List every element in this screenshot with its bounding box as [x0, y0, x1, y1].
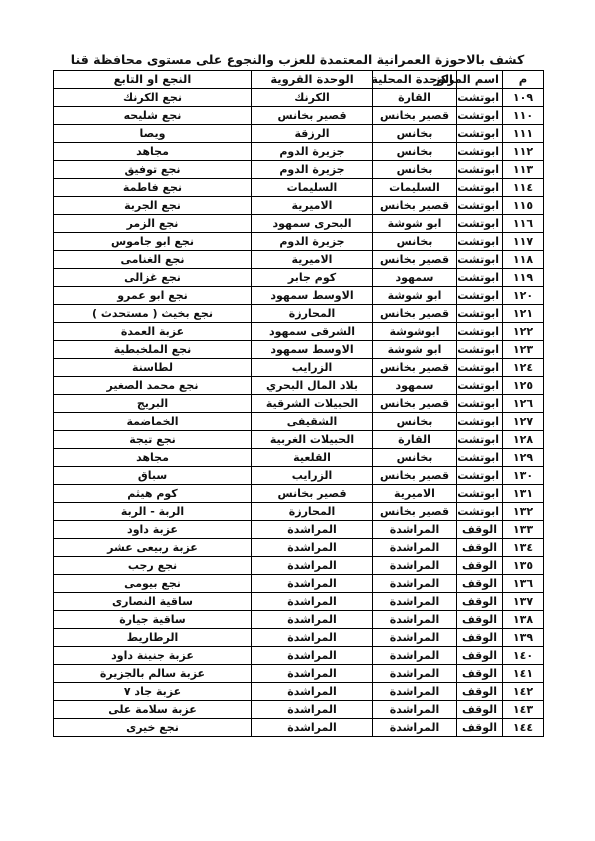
cell-local-unit: السليمات [373, 179, 457, 197]
cell-center: الوقف [457, 701, 503, 719]
table-row [54, 323, 544, 341]
cell-center: الوقف [457, 719, 503, 737]
table-row [54, 251, 544, 269]
cell-hamlet: نجع ابو جاموس [54, 233, 252, 251]
hamlets-table [53, 70, 544, 737]
table-row [54, 431, 544, 449]
cell-village-unit: المراشدة [252, 719, 373, 737]
cell-hamlet: عزبة داود [54, 521, 252, 539]
cell-center: ابوتشت [457, 503, 503, 521]
cell-number: ١٢٤ [503, 359, 544, 377]
cell-local-unit: المراشدة [373, 683, 457, 701]
cell-number: ١٢٥ [503, 377, 544, 395]
cell-village-unit: المراشدة [252, 647, 373, 665]
cell-hamlet: نجع محمد الصغير [54, 377, 252, 395]
cell-hamlet: ويصا [54, 125, 252, 143]
cell-number: ١٢٨ [503, 431, 544, 449]
table-row [54, 665, 544, 683]
cell-number: ١٠٩ [503, 89, 544, 107]
cell-number: ١١٨ [503, 251, 544, 269]
cell-village-unit: جزيرة الدوم [252, 161, 373, 179]
cell-village-unit: الاميرية [252, 251, 373, 269]
cell-local-unit: بخانس [373, 125, 457, 143]
table-row [54, 269, 544, 287]
cell-village-unit: المراشدة [252, 539, 373, 557]
cell-local-unit: المراشدة [373, 611, 457, 629]
cell-hamlet: نجع تيجة [54, 431, 252, 449]
cell-hamlet: نجع الزمر [54, 215, 252, 233]
cell-local-unit: المراشدة [373, 647, 457, 665]
cell-center: ابوتشت [457, 341, 503, 359]
cell-village-unit: بلاد المال البحري [252, 377, 373, 395]
document-title: كشف بالاحوزة العمرانية المعتمدة للعزب والنجوع على مستوى محافظة قنا [70, 52, 525, 67]
cell-village-unit: المراشدة [252, 557, 373, 575]
cell-number: ١٤٠ [503, 647, 544, 665]
cell-local-unit: الاميرية [373, 485, 457, 503]
table-row [54, 197, 544, 215]
cell-local-unit: المراشدة [373, 665, 457, 683]
header-local-unit: الوحدة المحلية [373, 71, 457, 89]
cell-center: ابوتشت [457, 431, 503, 449]
cell-village-unit: المراشدة [252, 629, 373, 647]
cell-number: ١٢٠ [503, 287, 544, 305]
table-row [54, 125, 544, 143]
table-row [54, 611, 544, 629]
cell-number: ١٤١ [503, 665, 544, 683]
cell-center: الوقف [457, 665, 503, 683]
cell-local-unit: قصير بخانس [373, 467, 457, 485]
cell-center: ابوتشت [457, 287, 503, 305]
cell-village-unit: الزرايب [252, 467, 373, 485]
cell-hamlet: لطاسنة [54, 359, 252, 377]
cell-local-unit: قصير بخانس [373, 305, 457, 323]
table-row [54, 341, 544, 359]
cell-number: ١٤٢ [503, 683, 544, 701]
table-row [54, 179, 544, 197]
cell-number: ١١٩ [503, 269, 544, 287]
cell-number: ١١٠ [503, 107, 544, 125]
cell-local-unit: ابو شوشة [373, 215, 457, 233]
cell-hamlet: نجع الكرنك [54, 89, 252, 107]
cell-hamlet: عزبة ربيعى عشر [54, 539, 252, 557]
cell-local-unit: المراشدة [373, 719, 457, 737]
cell-village-unit: جزيرة الدوم [252, 143, 373, 161]
table-row [54, 467, 544, 485]
cell-village-unit: الحبيلات الشرقية [252, 395, 373, 413]
table-row [54, 89, 544, 107]
cell-local-unit: قصير بخانس [373, 251, 457, 269]
cell-hamlet: سباق [54, 467, 252, 485]
cell-center: ابوتشت [457, 395, 503, 413]
cell-number: ١٢١ [503, 305, 544, 323]
cell-hamlet: نجع خيرى [54, 719, 252, 737]
cell-village-unit: كوم جابر [252, 269, 373, 287]
cell-village-unit: المراشدة [252, 593, 373, 611]
cell-number: ١٣٢ [503, 503, 544, 521]
table-row [54, 359, 544, 377]
cell-local-unit: قصير بخانس [373, 503, 457, 521]
cell-local-unit: بخانس [373, 449, 457, 467]
table-row [54, 647, 544, 665]
table-row [54, 719, 544, 737]
cell-village-unit: القلعية [252, 449, 373, 467]
cell-center: ابوتشت [457, 269, 503, 287]
cell-center: الوقف [457, 575, 503, 593]
cell-number: ١٤٤ [503, 719, 544, 737]
cell-center: ابوتشت [457, 377, 503, 395]
table-row [54, 161, 544, 179]
cell-center: الوقف [457, 521, 503, 539]
cell-number: ١٣٤ [503, 539, 544, 557]
cell-local-unit: المراشدة [373, 701, 457, 719]
table-row [54, 233, 544, 251]
cell-center: ابوتشت [457, 215, 503, 233]
table-row [54, 701, 544, 719]
cell-local-unit: قصير بخانس [373, 197, 457, 215]
cell-center: ابوتشت [457, 125, 503, 143]
cell-center: ابوتشت [457, 359, 503, 377]
cell-number: ١٣٣ [503, 521, 544, 539]
cell-hamlet: عزبة سلامة على [54, 701, 252, 719]
cell-center: ابوتشت [457, 197, 503, 215]
cell-center: ابوتشت [457, 323, 503, 341]
table-row [54, 557, 544, 575]
header-number: م [503, 71, 544, 89]
header-center: اسم المركز [457, 71, 503, 89]
cell-center: ابوتشت [457, 467, 503, 485]
cell-village-unit: المحارزة [252, 305, 373, 323]
cell-number: ١٣٧ [503, 593, 544, 611]
table-row [54, 305, 544, 323]
cell-hamlet: نجع بخيث ( مستحدث ) [54, 305, 252, 323]
cell-local-unit: المراشدة [373, 575, 457, 593]
cell-hamlet: عزبة العمدة [54, 323, 252, 341]
cell-hamlet: ساقية النصارى [54, 593, 252, 611]
cell-number: ١٢٢ [503, 323, 544, 341]
cell-village-unit: المراشدة [252, 665, 373, 683]
cell-village-unit: الحبيلات الغربية [252, 431, 373, 449]
cell-hamlet: نجع شليحه [54, 107, 252, 125]
cell-local-unit: ابو شوشة [373, 287, 457, 305]
cell-village-unit: المراشدة [252, 701, 373, 719]
cell-village-unit: المراشدة [252, 611, 373, 629]
table-row [54, 377, 544, 395]
cell-number: ١٣٨ [503, 611, 544, 629]
cell-center: الوقف [457, 539, 503, 557]
cell-village-unit: السليمات [252, 179, 373, 197]
cell-village-unit: المراشدة [252, 575, 373, 593]
table-row [54, 629, 544, 647]
cell-hamlet: البريج [54, 395, 252, 413]
cell-hamlet: نجع رجب [54, 557, 252, 575]
cell-local-unit: المراشدة [373, 557, 457, 575]
cell-hamlet: كوم هيثم [54, 485, 252, 503]
table-row [54, 395, 544, 413]
cell-village-unit: المراشدة [252, 521, 373, 539]
cell-hamlet: نجع الملخبطية [54, 341, 252, 359]
cell-center: الوقف [457, 593, 503, 611]
cell-number: ١٣٥ [503, 557, 544, 575]
table-row [54, 449, 544, 467]
cell-hamlet: عزبة سالم بالجزيرة [54, 665, 252, 683]
cell-village-unit: المراشدة [252, 683, 373, 701]
cell-village-unit: الاوسط سمهود [252, 287, 373, 305]
cell-center: ابوتشت [457, 485, 503, 503]
cell-hamlet: ساقية جيارة [54, 611, 252, 629]
cell-hamlet: نجع غزالى [54, 269, 252, 287]
table-header [54, 71, 544, 89]
table-row [54, 521, 544, 539]
header-village-unit: الوحدة القروية [252, 71, 373, 89]
cell-hamlet: نجع فاطمة [54, 179, 252, 197]
cell-village-unit: الاوسط سمهود [252, 341, 373, 359]
cell-village-unit: الشقيفى [252, 413, 373, 431]
cell-hamlet: نجع الغنامى [54, 251, 252, 269]
cell-center: الوقف [457, 611, 503, 629]
cell-local-unit: المراشدة [373, 539, 457, 557]
cell-number: ١٤٣ [503, 701, 544, 719]
cell-number: ١١٤ [503, 179, 544, 197]
table-row [54, 575, 544, 593]
cell-local-unit: بخانس [373, 413, 457, 431]
cell-number: ١٢٩ [503, 449, 544, 467]
cell-hamlet: مجاهد [54, 449, 252, 467]
cell-hamlet: الرطاريط [54, 629, 252, 647]
table-row [54, 143, 544, 161]
table-row [54, 503, 544, 521]
cell-local-unit: المراشدة [373, 521, 457, 539]
cell-hamlet: عزبة جنينة داود [54, 647, 252, 665]
cell-number: ١٣٠ [503, 467, 544, 485]
cell-local-unit: قصير بخانس [373, 395, 457, 413]
cell-center: ابوتشت [457, 305, 503, 323]
cell-local-unit: بخانس [373, 143, 457, 161]
cell-village-unit: الزرايب [252, 359, 373, 377]
table-body [54, 89, 544, 737]
cell-hamlet: الربة - الربة [54, 503, 252, 521]
cell-hamlet: نجع بيومى [54, 575, 252, 593]
cell-local-unit: سمهود [373, 269, 457, 287]
cell-number: ١١١ [503, 125, 544, 143]
table-row [54, 593, 544, 611]
table-row [54, 107, 544, 125]
table-row [54, 413, 544, 431]
table-row [54, 287, 544, 305]
cell-number: ١٣١ [503, 485, 544, 503]
cell-center: ابوتشت [457, 413, 503, 431]
cell-local-unit: بخانس [373, 233, 457, 251]
cell-village-unit: الرزقة [252, 125, 373, 143]
cell-village-unit: الاميرية [252, 197, 373, 215]
cell-hamlet: نجع الجربة [54, 197, 252, 215]
cell-number: ١١٧ [503, 233, 544, 251]
cell-center: الوقف [457, 683, 503, 701]
cell-hamlet: نجع توفيق [54, 161, 252, 179]
cell-center: الوقف [457, 557, 503, 575]
header-hamlet: النجع او التابع [54, 71, 252, 89]
cell-local-unit: قصير بخانس [373, 359, 457, 377]
cell-number: ١٢٦ [503, 395, 544, 413]
cell-center: ابوتشت [457, 89, 503, 107]
header-row [54, 71, 544, 89]
cell-village-unit: قصير بخانس [252, 107, 373, 125]
table-row [54, 485, 544, 503]
table-row [54, 683, 544, 701]
cell-number: ١١٥ [503, 197, 544, 215]
cell-hamlet: عزبة جاد ٧ [54, 683, 252, 701]
cell-local-unit: بخانس [373, 161, 457, 179]
cell-number: ١٣٩ [503, 629, 544, 647]
cell-local-unit: المراشدة [373, 593, 457, 611]
cell-local-unit: القارة [373, 89, 457, 107]
cell-number: ١١٢ [503, 143, 544, 161]
cell-village-unit: الكرنك [252, 89, 373, 107]
cell-number: ١٢٣ [503, 341, 544, 359]
table-row [54, 539, 544, 557]
cell-center: الوقف [457, 629, 503, 647]
cell-number: ١٢٧ [503, 413, 544, 431]
cell-center: ابوتشت [457, 143, 503, 161]
cell-number: ١١٦ [503, 215, 544, 233]
cell-local-unit: ابوشوشة [373, 323, 457, 341]
cell-local-unit: القارة [373, 431, 457, 449]
cell-center: ابوتشت [457, 251, 503, 269]
cell-local-unit: قصير بخانس [373, 107, 457, 125]
cell-village-unit: المحارزة [252, 503, 373, 521]
cell-village-unit: قصير بخانس [252, 485, 373, 503]
cell-village-unit: الشرقى سمهود [252, 323, 373, 341]
cell-center: الوقف [457, 647, 503, 665]
cell-local-unit: المراشدة [373, 629, 457, 647]
cell-center: ابوتشت [457, 179, 503, 197]
cell-hamlet: نجع ابو عمرو [54, 287, 252, 305]
cell-center: ابوتشت [457, 107, 503, 125]
cell-center: ابوتشت [457, 449, 503, 467]
cell-center: ابوتشت [457, 161, 503, 179]
cell-local-unit: سمهود [373, 377, 457, 395]
table-row [54, 215, 544, 233]
cell-local-unit: ابو شوشة [373, 341, 457, 359]
cell-center: ابوتشت [457, 233, 503, 251]
cell-number: ١١٣ [503, 161, 544, 179]
cell-number: ١٣٦ [503, 575, 544, 593]
cell-village-unit: البحرى سمهود [252, 215, 373, 233]
cell-hamlet: مجاهد [54, 143, 252, 161]
cell-hamlet: الخماضمة [54, 413, 252, 431]
cell-village-unit: جزيرة الدوم [252, 233, 373, 251]
